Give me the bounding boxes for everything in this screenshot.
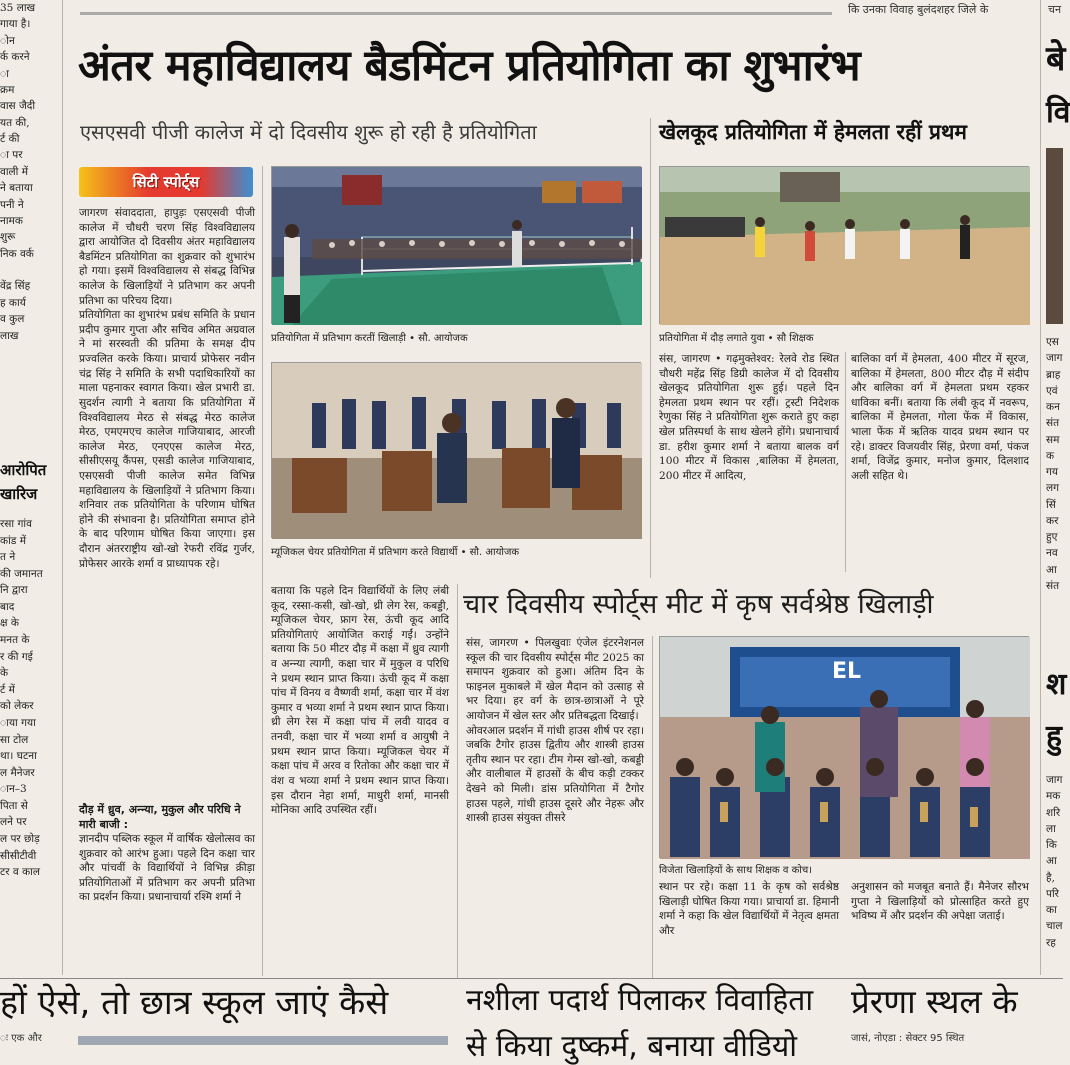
right-edge-big-3: श <box>1046 667 1067 702</box>
winners-photo-banner: EL <box>832 659 862 684</box>
left-edge-heading-1: आरोपित <box>0 461 47 479</box>
musical-chair-photo-illustration <box>272 363 642 539</box>
bottom-center-headline: नशीला पदार्थ पिलाकर विवाहिता <box>466 983 814 1018</box>
right-edge-text-2: जाग मक शरि ला कि आ है, परि का चाल रह <box>1046 774 1063 949</box>
top-far-right-snippet: चन <box>1048 3 1062 16</box>
section-logo-label: सिटी स्पोर्ट्स <box>132 173 200 191</box>
main-col2-text: बताया कि पहले दिन विद्यार्थियों के लिए लंबी कूद, रस्सा-कसी, खो-खो, थ्री लेग रेस, कबड्डी, म्यूजिकल चेयर, फ्राग रेस, ऊंची कूद आदि प्रतियोगिताएं आयोजित कराई गईं। उन्होंने बताया कि 50 मीटर दौड़ में कक्षा में ध्रुव त्यागी व अन्न्या त्यागी, कक्षा चार में मुकुल व परिधि ने प्रथम स्थान प्राप्त किया। ऊंची कूद में कक्षा पांच में विनय व वैष्णवी शर्मा, कक्षा चार में वंश कुमार व भव्या शर्मा ने प्रथम स्थान प्राप्त किया। थ्री लेग रेस में कक्षा पांच में लवी यादव व तनवी, कक्षा चार में भव्या शर्मा व आयुषी ने प्रथम स्थान प्राप्त किया। म्यूजिकल चेयर में कक्षा पांच में अरव व रितोका और कक्षा चार में वंश व भव्या शर्मा ने प्रथम स्थान प्राप्त किया। इस दौरान नेहा शर्मा, माधुरी शर्मा, मानसी मोनिका आदि उपस्थित रहीं। <box>271 585 449 817</box>
left-edge-text-2: रसा गांव कांड में त ने की जमानत नि द्वारा बाद क्ष के मनत के र की गई के र्ट में को लेकर ाया गया सा टोल था। घटना ल मैनेजर ान–3 पिता से लने पर ल पर छोड़ सीसीटीवी टर व काल <box>0 518 43 879</box>
section-logo <box>79 167 253 197</box>
race-photo-caption: प्रतियोगिता में दौड़ लगाते युवा • सौ शिक्षक <box>659 333 814 344</box>
bottom-left-byline: ः एक और <box>0 1033 42 1044</box>
right-edge-big-2: वि <box>1046 95 1070 130</box>
main-col1-text: जागरण संवाददाता, हापुड़ः एसएसवी पीजी कालेज में चौधरी चरण सिंह विश्वविद्यालय द्वारा आयोजित दो दिवसीय अंतर महाविद्यालय बैडमिंटन प्रतियोगिता का शुक्रवार को शुभारंभ हो गया। इसमें विश्वविद्यालय से संबद्ध विभिन्न कालेज के खिलाड़ियों ने प्रतिभाग कर अपनी प्रतिभा का परिचय दिया। प्रतियोगिता का शुभारंभ प्रबंध समिति के प्रधान प्रदीप कुमार गुप्ता और सचिव अमित अग्रवाल ने मां सरस्वती की प्रतिमा के समक्ष दीप प्रज्वलित करके किया। प्राचार्य प्रोफेसर नवीन चंद्र सिंह ने समिति के सभी पदाधिकारियों का माला पहनाकर स्वागत किया। खेल प्रभारी डा. सुदर्शन त्यागी ने बताया कि प्रतियोगिता में विश्वविद्यालय मेरठ से संबद्ध मेरठ कालेज मेरठ, एमएमएच कालेज गाजियाबाद, आरजी कालेज मेरठ, एनएएस कालेज मेरठ, सीसीएसयू कैंपस, एसडी कालेज गाजियाबाद, एसएसवी पीजी कालेज समेत विभिन्न महाविद्यालय के खिलाड़ियों ने प्रतिभाग किया। शनिवार तक प्रतियोगिता के परिणाम घोषित होने की संभावना है। प्रतियोगिता समाप्त होने के बाद परिणाम घोषित किया जाएगा। इस दौरान अंतरराष्ट्रीय खो-खो रेफरी रविंद्र गुर्जर, प्रोफेसर आरके शर्मा व प्राध्यापक रहे। <box>79 207 255 570</box>
story2-col1-text: संस, जागरण • गढ़मुक्तेश्वर: रेलवे रोड स्थित चौधरी महेंद्र सिंह डिग्री कालेज में दो दिवसीय खेलकूद प्रतियोगिता शुरू हुई। पहले दिन हेमलता प्रथम स्थान पर रहीं। ट्रस्टी निदेशक रेणुका सिंह ने प्रतियोगिता शुरू कराते हुए कहा खेल प्रतिस्पर्धा के साथ खेलने होंगे। प्रधानाचार्य डा. हरीश कुमार शर्मा ने बताया बालक वर्ग 100 मीटर में विकास ,बालिका में हेमलता, 200 मीटर में आदित्य, <box>659 353 839 482</box>
story3-col2-text: स्थान पर रहे। कक्षा 11 के कृष को सर्वश्रेष्ठ खिलाड़ी घोषित किया गया। प्राचार्या डा. हिमानी शर्मा ने कहा कि खेल विद्यार्थियों में नेतृत्व क्षमता और <box>659 881 839 937</box>
right-edge-big-4: हु <box>1046 719 1062 754</box>
winners-photo <box>659 636 1029 858</box>
race-photo <box>659 166 1029 324</box>
left-edge-heading-2: खारिज <box>0 485 38 503</box>
musical-chair-photo-caption: म्यूजिकल चेयर प्रतियोगिता में प्रतिभाग करते विद्यार्थी • सौ. आयोजक <box>271 547 520 558</box>
story3-headline: चार दिवसीय स्पोर्ट्स मीट में कृष सर्वश्रेष्ठ खिलाड़ी <box>463 589 934 620</box>
top-right-snippet: कि उनका विवाह बुलंदशहर जिले के <box>848 3 989 16</box>
story3-col-rule <box>652 636 653 978</box>
main-subheadline: एसएसवी पीजी कालेज में दो दिवसीय शुरू हो रही है प्रतियोगिता <box>80 120 537 144</box>
story2-headline: खेलकूद प्रतियोगिता में हेमलता रहीं प्रथम <box>659 120 967 144</box>
right-edge-photo <box>1046 148 1063 324</box>
winners-photo-caption: विजेता खिलाड़ियों के साथ शिक्षक व कोच। <box>659 865 813 876</box>
main-headline: अंतर महाविद्यालय बैडमिंटन प्रतियोगिता का शुभारंभ <box>78 41 861 91</box>
badminton-photo-caption: प्रतियोगिता में प्रतिभाग करतीं खिलाड़ी • सौ. आयोजक <box>271 333 468 344</box>
right-column-rule <box>1040 0 1041 975</box>
bottom-left-headline: हों ऐसे, तो छात्र स्कूल जाएं कैसे <box>0 983 389 1023</box>
right-edge-text: एस जाग ब्राह एवं कन संत सम क गय लग सिं कर हुए नव आ संत <box>1046 336 1063 592</box>
bottom-right-byline: जासं, नोएडा : सेक्टर 95 स्थित <box>851 1033 965 1044</box>
story3-left-rule <box>457 584 458 979</box>
main-col-rule <box>262 166 263 976</box>
story3-col3-text: अनुशासन को मजबूत बनाते हैं। मैनेजर सौरभ गुप्ता ने खिलाड़ियों को प्रोत्साहित करते हुए भविष्य में और प्रदर्शन की अपेक्षा जताई। <box>851 881 1029 923</box>
right-edge-big-1: बे <box>1046 39 1066 79</box>
badminton-photo <box>271 166 641 324</box>
race-photo-illustration <box>660 167 1030 325</box>
story2-left-rule <box>650 118 651 578</box>
left-edge-text: 35 लाख गाया है। ोन र्क करने ा क्रम वास जैदी यत की, र्ट की ा पर वाली में ने बताया पनी ने नामक शुरू निक वर्क वेंद्र सिंह ह कार्य व कुल लाख <box>0 2 36 342</box>
story3-col1-text: संस, जागरण • पिलखुवाः एंजेल इंटरनेशनल स्कूल की चार दिवसीय स्पोर्ट्स मीट 2025 का समापन शुक्रवार को हुआ। अंतिम दिन के फाइनल मुकाबले में खेल मैदान को उत्साह से भर दिया। हर वर्ग के छात्र-छात्राओं ने पूरे आयोजन में खेल स्तर और प्रतिबद्धता दिखाई। ओवरआल प्रदर्शन में गांधी हाउस शीर्ष पर रहा। जबकि टैगोर हाउस द्वितीय और शास्त्री हाउस तृतीय स्थान पर रहा। टीम गेम्स खो-खो, कबड्डी और वालीबाल में हाउसों के बीच कड़ी टक्कर देखने को मिली। डांस प्रतियोगिता में टैगोर हाउस पहले, गांधी हाउस दूसरे और नेहरू और शास्त्री हाउस संयुक्त तीसरे <box>466 637 644 825</box>
story2-col-rule <box>845 352 846 572</box>
bottom-left-photo-strip <box>78 1036 448 1045</box>
main-col1-subhead: दौड़ में ध्रुव, अन्न्या, मुकुल और परिधि ने मारी बाजी : <box>79 803 241 831</box>
musical-chair-photo <box>271 362 641 538</box>
main-col1-text-2: ज्ञानदीप पब्लिक स्कूल में वार्षिक खेलोत्सव का शुक्रवार को आरंभ हुआ। पहले दिन कक्षा चार और पांचवीं के विद्यार्थियों ने विभिन्न क्रीड़ा प्रतियोगिताओं में प्रतिभाग कर अपनी प्रतिभा का प्रदर्शन किया। प्रधानाचार्या रश्मि शर्मा ने <box>79 833 255 904</box>
badminton-photo-illustration <box>272 167 642 325</box>
bottom-right-headline: प्रेरणा स्थल के <box>851 982 1018 1021</box>
story2-col2-text: बालिका वर्ग में हेमलता, 400 मीटर में सूरज, बालिका में हेमलता, 800 मीटर दौड़ में संदीप और बालिका वर्ग में हेमलता प्रथम रहकर धाविका बनीं। बताया कि लंबी कूद में नवरूप, बालिका में हेमलता, गोला फेंक में विकास, भाला फेंक में ऋतिक यादव प्रथम स्थान पर रहे। डाक्टर विजयवीर सिंह, प्रेरणा वर्मा, पंकज शर्मा, विजेंद्र कुमार, मनोज कुमार, दिलशाद अली सहित थे। <box>851 353 1029 482</box>
bottom-center-headline-line-2: से किया दुष्कर्म, बनाया वीडियो <box>466 1029 798 1064</box>
top-rule-left <box>80 12 832 15</box>
left-column-rule <box>62 0 63 975</box>
